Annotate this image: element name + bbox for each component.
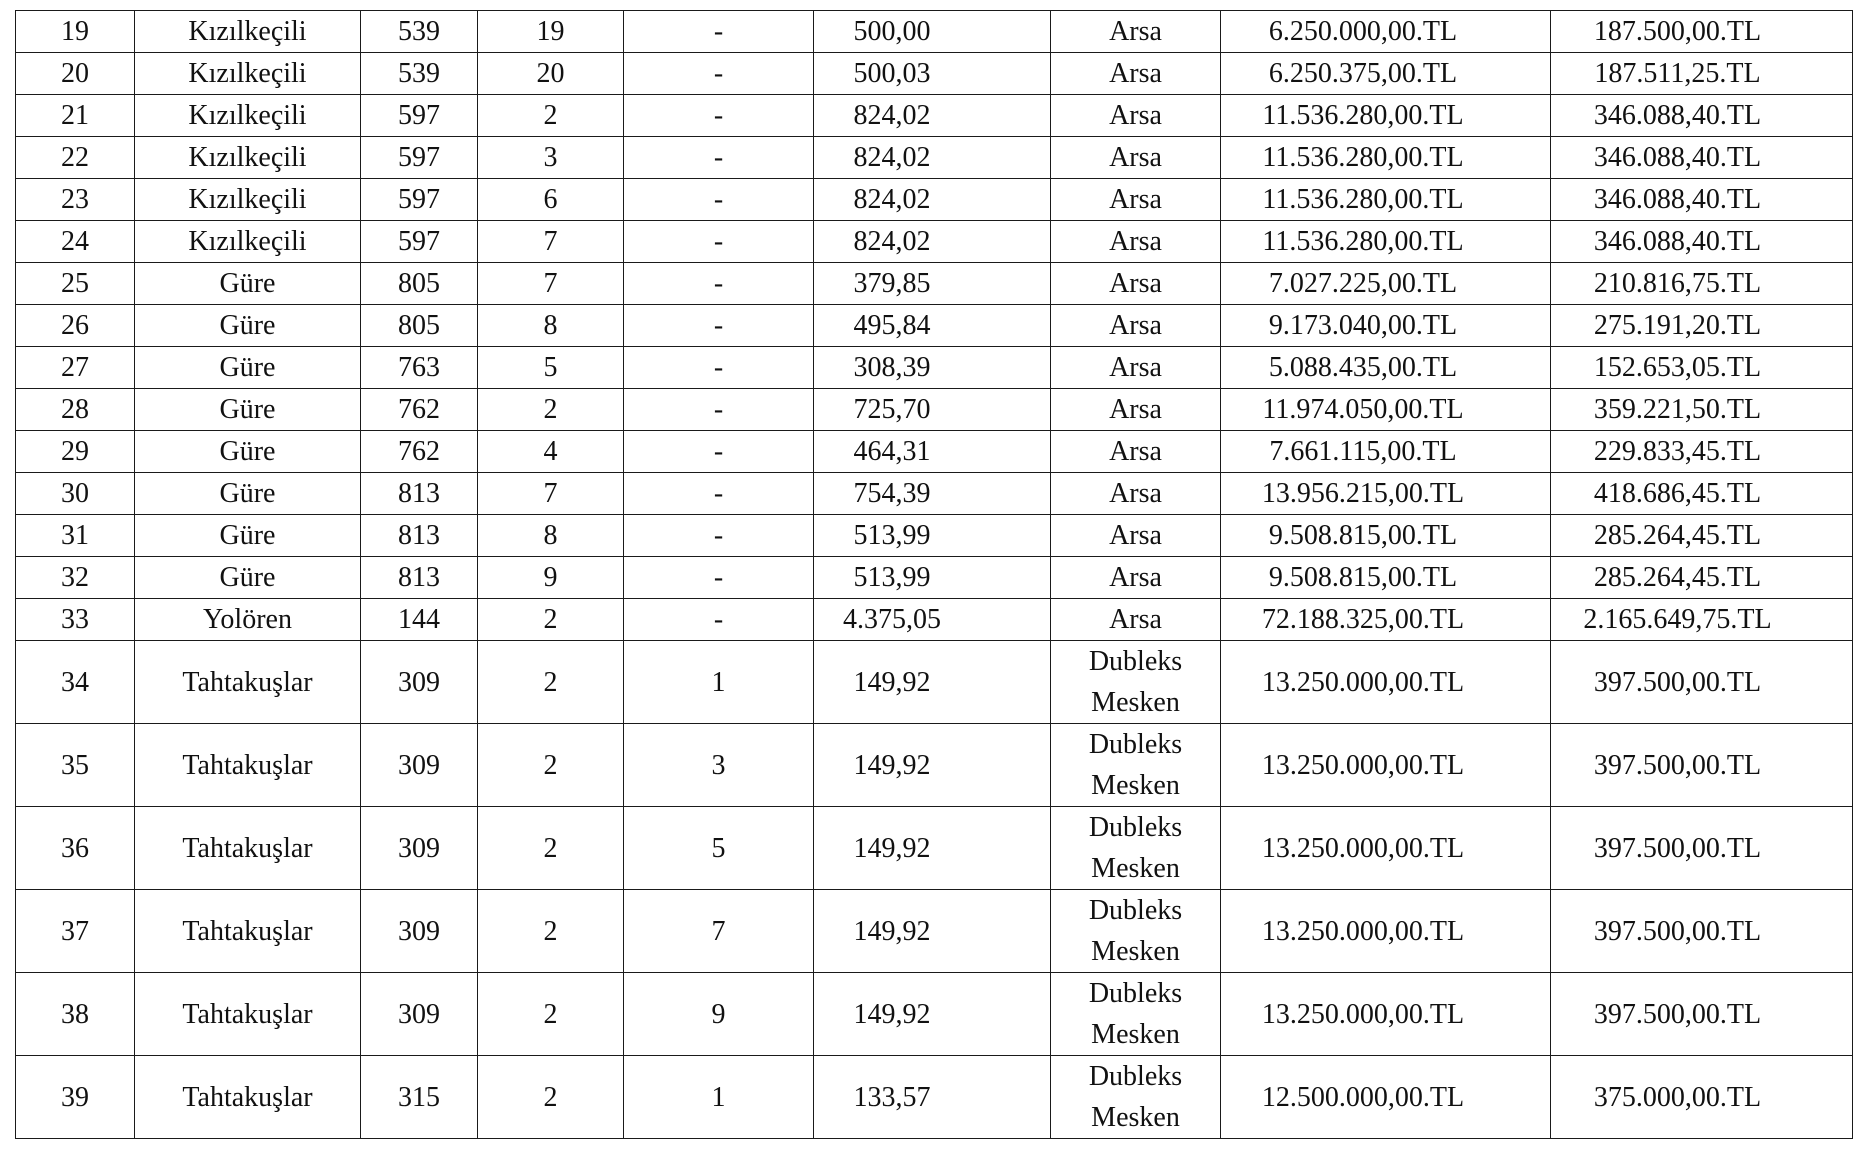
unit-cell: - — [624, 389, 814, 431]
unit-cell: 1 — [624, 641, 814, 724]
neighborhood-cell: Güre — [135, 263, 361, 305]
neighborhood-cell: Güre — [135, 431, 361, 473]
table-row — [16, 137, 1853, 179]
estimated-price-cell: 11.536.280,00.TL — [1221, 221, 1551, 263]
block-cell: 813 — [361, 515, 478, 557]
deposit-cell: 346.088,40.TL — [1551, 179, 1853, 221]
row-number-cell: 34 — [16, 641, 135, 724]
qualification-line: Mesken — [1091, 770, 1180, 801]
parcel-cell: 19 — [478, 11, 624, 53]
estimated-price-cell: 13.250.000,00.TL — [1221, 641, 1551, 724]
estimated-price-cell: 72.188.325,00.TL — [1221, 599, 1551, 641]
table-row — [16, 599, 1853, 641]
area-cell: 824,02 — [814, 137, 1051, 179]
area-cell: 4.375,05 — [814, 599, 1051, 641]
table-row — [16, 95, 1853, 137]
estimated-price-cell: 6.250.000,00.TL — [1221, 11, 1551, 53]
table-row — [16, 515, 1853, 557]
qualification-line: Arsa — [1109, 141, 1162, 173]
unit-cell: - — [624, 557, 814, 599]
table-row — [16, 305, 1853, 347]
qualification-line: Dubleks — [1088, 646, 1183, 677]
neighborhood-cell: Kızılkeçili — [135, 11, 361, 53]
estimated-price-cell: 13.250.000,00.TL — [1221, 890, 1551, 973]
block-cell: 144 — [361, 599, 478, 641]
qualification-cell — [1051, 221, 1221, 263]
row-number-cell: 25 — [16, 263, 135, 305]
row-number-cell: 24 — [16, 221, 135, 263]
block-cell: 309 — [361, 641, 478, 724]
area-cell: 149,92 — [814, 641, 1051, 724]
neighborhood-cell: Kızılkeçili — [135, 95, 361, 137]
row-number-cell: 37 — [16, 890, 135, 973]
row-number-cell: 35 — [16, 724, 135, 807]
area-cell: 495,84 — [814, 305, 1051, 347]
table-row — [16, 1056, 1853, 1139]
qualification-line: Mesken — [1091, 853, 1180, 884]
estimated-price-cell: 11.536.280,00.TL — [1221, 95, 1551, 137]
parcel-cell: 2 — [478, 807, 624, 890]
qualification-cell — [1051, 599, 1221, 641]
row-number-cell: 21 — [16, 95, 135, 137]
parcel-cell: 5 — [478, 347, 624, 389]
qualification-cell — [1051, 890, 1221, 973]
qualification-cell — [1051, 95, 1221, 137]
qualification-line: Arsa — [1109, 225, 1162, 257]
qualification-line: Dubleks — [1088, 895, 1183, 926]
table-row — [16, 557, 1853, 599]
block-cell: 597 — [361, 95, 478, 137]
row-number-cell: 36 — [16, 807, 135, 890]
deposit-cell: 152.653,05.TL — [1551, 347, 1853, 389]
area-cell: 824,02 — [814, 221, 1051, 263]
estimated-price-cell: 13.956.215,00.TL — [1221, 473, 1551, 515]
deposit-cell: 359.221,50.TL — [1551, 389, 1853, 431]
deposit-cell: 2.165.649,75.TL — [1551, 599, 1853, 641]
neighborhood-cell: Güre — [135, 389, 361, 431]
row-number-cell: 23 — [16, 179, 135, 221]
estimated-price-cell: 6.250.375,00.TL — [1221, 53, 1551, 95]
area-cell: 379,85 — [814, 263, 1051, 305]
parcel-cell: 20 — [478, 53, 624, 95]
qualification-cell — [1051, 724, 1221, 807]
block-cell: 597 — [361, 137, 478, 179]
parcel-cell: 3 — [478, 137, 624, 179]
block-cell: 597 — [361, 179, 478, 221]
estimated-price-cell: 11.536.280,00.TL — [1221, 137, 1551, 179]
qualification-line: Arsa — [1109, 561, 1162, 593]
table-row — [16, 724, 1853, 807]
table-row — [16, 221, 1853, 263]
qualification-cell — [1051, 305, 1221, 347]
deposit-cell: 285.264,45.TL — [1551, 515, 1853, 557]
neighborhood-cell: Kızılkeçili — [135, 137, 361, 179]
block-cell: 309 — [361, 890, 478, 973]
qualification-line: Arsa — [1109, 267, 1162, 299]
neighborhood-cell: Tahtakuşlar — [135, 890, 361, 973]
estimated-price-cell: 11.536.280,00.TL — [1221, 179, 1551, 221]
table-row — [16, 347, 1853, 389]
row-number-cell: 22 — [16, 137, 135, 179]
unit-cell: - — [624, 347, 814, 389]
unit-cell: 1 — [624, 1056, 814, 1139]
deposit-cell: 285.264,45.TL — [1551, 557, 1853, 599]
qualification-cell — [1051, 557, 1221, 599]
row-number-cell: 29 — [16, 431, 135, 473]
qualification-cell — [1051, 515, 1221, 557]
qualification-line: Dubleks — [1088, 812, 1183, 843]
area-cell: 149,92 — [814, 807, 1051, 890]
qualification-line: Mesken — [1091, 936, 1180, 967]
neighborhood-cell: Güre — [135, 515, 361, 557]
neighborhood-cell: Güre — [135, 473, 361, 515]
property-sale-table — [15, 10, 1853, 1139]
area-cell: 513,99 — [814, 557, 1051, 599]
estimated-price-cell: 13.250.000,00.TL — [1221, 807, 1551, 890]
parcel-cell: 2 — [478, 95, 624, 137]
unit-cell: - — [624, 137, 814, 179]
area-cell: 725,70 — [814, 389, 1051, 431]
unit-cell: - — [624, 179, 814, 221]
estimated-price-cell: 13.250.000,00.TL — [1221, 724, 1551, 807]
unit-cell: - — [624, 11, 814, 53]
row-number-cell: 33 — [16, 599, 135, 641]
qualification-line: Arsa — [1109, 477, 1162, 509]
estimated-price-cell: 9.508.815,00.TL — [1221, 557, 1551, 599]
parcel-cell: 8 — [478, 515, 624, 557]
qualification-line: Arsa — [1109, 57, 1162, 89]
table-row — [16, 973, 1853, 1056]
row-number-cell: 28 — [16, 389, 135, 431]
parcel-cell: 9 — [478, 557, 624, 599]
block-cell: 805 — [361, 263, 478, 305]
table-row — [16, 263, 1853, 305]
qualification-cell — [1051, 641, 1221, 724]
area-cell: 149,92 — [814, 890, 1051, 973]
parcel-cell: 7 — [478, 263, 624, 305]
unit-cell: 7 — [624, 890, 814, 973]
neighborhood-cell: Güre — [135, 557, 361, 599]
qualification-line: Dubleks — [1088, 729, 1183, 760]
qualification-line: Arsa — [1109, 393, 1162, 425]
table-row — [16, 53, 1853, 95]
estimated-price-cell: 9.508.815,00.TL — [1221, 515, 1551, 557]
area-cell: 500,00 — [814, 11, 1051, 53]
table-row — [16, 890, 1853, 973]
parcel-cell: 2 — [478, 890, 624, 973]
table-row — [16, 431, 1853, 473]
qualification-line: Arsa — [1109, 309, 1162, 341]
qualification-cell — [1051, 11, 1221, 53]
table-row — [16, 11, 1853, 53]
unit-cell: 9 — [624, 973, 814, 1056]
block-cell: 813 — [361, 473, 478, 515]
estimated-price-cell: 12.500.000,00.TL — [1221, 1056, 1551, 1139]
neighborhood-cell: Kızılkeçili — [135, 221, 361, 263]
qualification-line: Arsa — [1109, 351, 1162, 383]
qualification-line: Dubleks — [1088, 1061, 1183, 1092]
block-cell: 762 — [361, 389, 478, 431]
neighborhood-cell: Tahtakuşlar — [135, 973, 361, 1056]
block-cell: 597 — [361, 221, 478, 263]
neighborhood-cell: Tahtakuşlar — [135, 641, 361, 724]
row-number-cell: 27 — [16, 347, 135, 389]
qualification-cell — [1051, 347, 1221, 389]
area-cell: 513,99 — [814, 515, 1051, 557]
block-cell: 539 — [361, 11, 478, 53]
unit-cell: - — [624, 515, 814, 557]
row-number-cell: 26 — [16, 305, 135, 347]
area-cell: 149,92 — [814, 973, 1051, 1056]
parcel-cell: 4 — [478, 431, 624, 473]
deposit-cell: 397.500,00.TL — [1551, 890, 1853, 973]
table-row — [16, 179, 1853, 221]
estimated-price-cell: 7.661.115,00.TL — [1221, 431, 1551, 473]
qualification-cell — [1051, 473, 1221, 515]
qualification-cell — [1051, 137, 1221, 179]
row-number-cell: 19 — [16, 11, 135, 53]
area-cell: 149,92 — [814, 724, 1051, 807]
row-number-cell: 38 — [16, 973, 135, 1056]
area-cell: 500,03 — [814, 53, 1051, 95]
qualification-line: Arsa — [1109, 183, 1162, 215]
qualification-cell — [1051, 263, 1221, 305]
parcel-cell: 2 — [478, 389, 624, 431]
table-row — [16, 389, 1853, 431]
parcel-cell: 2 — [478, 599, 624, 641]
table-row — [16, 641, 1853, 724]
estimated-price-cell: 9.173.040,00.TL — [1221, 305, 1551, 347]
deposit-cell: 346.088,40.TL — [1551, 221, 1853, 263]
qualification-cell — [1051, 431, 1221, 473]
row-number-cell: 32 — [16, 557, 135, 599]
qualification-cell — [1051, 179, 1221, 221]
row-number-cell: 31 — [16, 515, 135, 557]
deposit-cell: 397.500,00.TL — [1551, 641, 1853, 724]
block-cell: 763 — [361, 347, 478, 389]
area-cell: 133,57 — [814, 1056, 1051, 1139]
area-cell: 824,02 — [814, 95, 1051, 137]
parcel-cell: 2 — [478, 1056, 624, 1139]
deposit-cell: 275.191,20.TL — [1551, 305, 1853, 347]
neighborhood-cell: Güre — [135, 347, 361, 389]
estimated-price-cell: 7.027.225,00.TL — [1221, 263, 1551, 305]
row-number-cell: 39 — [16, 1056, 135, 1139]
area-cell: 464,31 — [814, 431, 1051, 473]
estimated-price-cell: 5.088.435,00.TL — [1221, 347, 1551, 389]
qualification-line: Arsa — [1109, 603, 1162, 635]
deposit-cell: 210.816,75.TL — [1551, 263, 1853, 305]
unit-cell: - — [624, 263, 814, 305]
row-number-cell: 20 — [16, 53, 135, 95]
qualification-line: Mesken — [1091, 1102, 1180, 1133]
deposit-cell: 346.088,40.TL — [1551, 95, 1853, 137]
parcel-cell: 2 — [478, 724, 624, 807]
area-cell: 754,39 — [814, 473, 1051, 515]
neighborhood-cell: Kızılkeçili — [135, 53, 361, 95]
qualification-line: Arsa — [1109, 99, 1162, 131]
area-cell: 308,39 — [814, 347, 1051, 389]
unit-cell: - — [624, 95, 814, 137]
deposit-cell: 397.500,00.TL — [1551, 724, 1853, 807]
deposit-cell: 187.500,00.TL — [1551, 11, 1853, 53]
neighborhood-cell: Tahtakuşlar — [135, 807, 361, 890]
block-cell: 309 — [361, 724, 478, 807]
unit-cell: 5 — [624, 807, 814, 890]
unit-cell: - — [624, 221, 814, 263]
block-cell: 315 — [361, 1056, 478, 1139]
deposit-cell: 397.500,00.TL — [1551, 973, 1853, 1056]
table-row — [16, 807, 1853, 890]
qualification-line: Arsa — [1109, 15, 1162, 47]
deposit-cell: 229.833,45.TL — [1551, 431, 1853, 473]
block-cell: 309 — [361, 973, 478, 1056]
row-number-cell: 30 — [16, 473, 135, 515]
estimated-price-cell: 11.974.050,00.TL — [1221, 389, 1551, 431]
neighborhood-cell: Yolören — [135, 599, 361, 641]
qualification-cell — [1051, 1056, 1221, 1139]
deposit-cell: 418.686,45.TL — [1551, 473, 1853, 515]
neighborhood-cell: Tahtakuşlar — [135, 724, 361, 807]
block-cell: 309 — [361, 807, 478, 890]
unit-cell: - — [624, 599, 814, 641]
table-row — [16, 473, 1853, 515]
unit-cell: - — [624, 473, 814, 515]
neighborhood-cell: Tahtakuşlar — [135, 1056, 361, 1139]
deposit-cell: 375.000,00.TL — [1551, 1056, 1853, 1139]
qualification-cell — [1051, 807, 1221, 890]
parcel-cell: 6 — [478, 179, 624, 221]
qualification-cell — [1051, 389, 1221, 431]
parcel-cell: 2 — [478, 641, 624, 724]
deposit-cell: 346.088,40.TL — [1551, 137, 1853, 179]
qualification-line: Mesken — [1091, 687, 1180, 718]
estimated-price-cell: 13.250.000,00.TL — [1221, 973, 1551, 1056]
deposit-cell: 187.511,25.TL — [1551, 53, 1853, 95]
block-cell: 813 — [361, 557, 478, 599]
qualification-cell — [1051, 973, 1221, 1056]
unit-cell: - — [624, 53, 814, 95]
table-body — [16, 11, 1853, 1139]
neighborhood-cell: Kızılkeçili — [135, 179, 361, 221]
area-cell: 824,02 — [814, 179, 1051, 221]
block-cell: 805 — [361, 305, 478, 347]
unit-cell: 3 — [624, 724, 814, 807]
parcel-cell: 7 — [478, 473, 624, 515]
qualification-line: Dubleks — [1088, 978, 1183, 1009]
block-cell: 762 — [361, 431, 478, 473]
parcel-cell: 7 — [478, 221, 624, 263]
parcel-cell: 2 — [478, 973, 624, 1056]
qualification-line: Arsa — [1109, 519, 1162, 551]
qualification-cell — [1051, 53, 1221, 95]
qualification-line: Arsa — [1109, 435, 1162, 467]
unit-cell: - — [624, 305, 814, 347]
parcel-cell: 8 — [478, 305, 624, 347]
unit-cell: - — [624, 431, 814, 473]
deposit-cell: 397.500,00.TL — [1551, 807, 1853, 890]
qualification-line: Mesken — [1091, 1019, 1180, 1050]
neighborhood-cell: Güre — [135, 305, 361, 347]
block-cell: 539 — [361, 53, 478, 95]
